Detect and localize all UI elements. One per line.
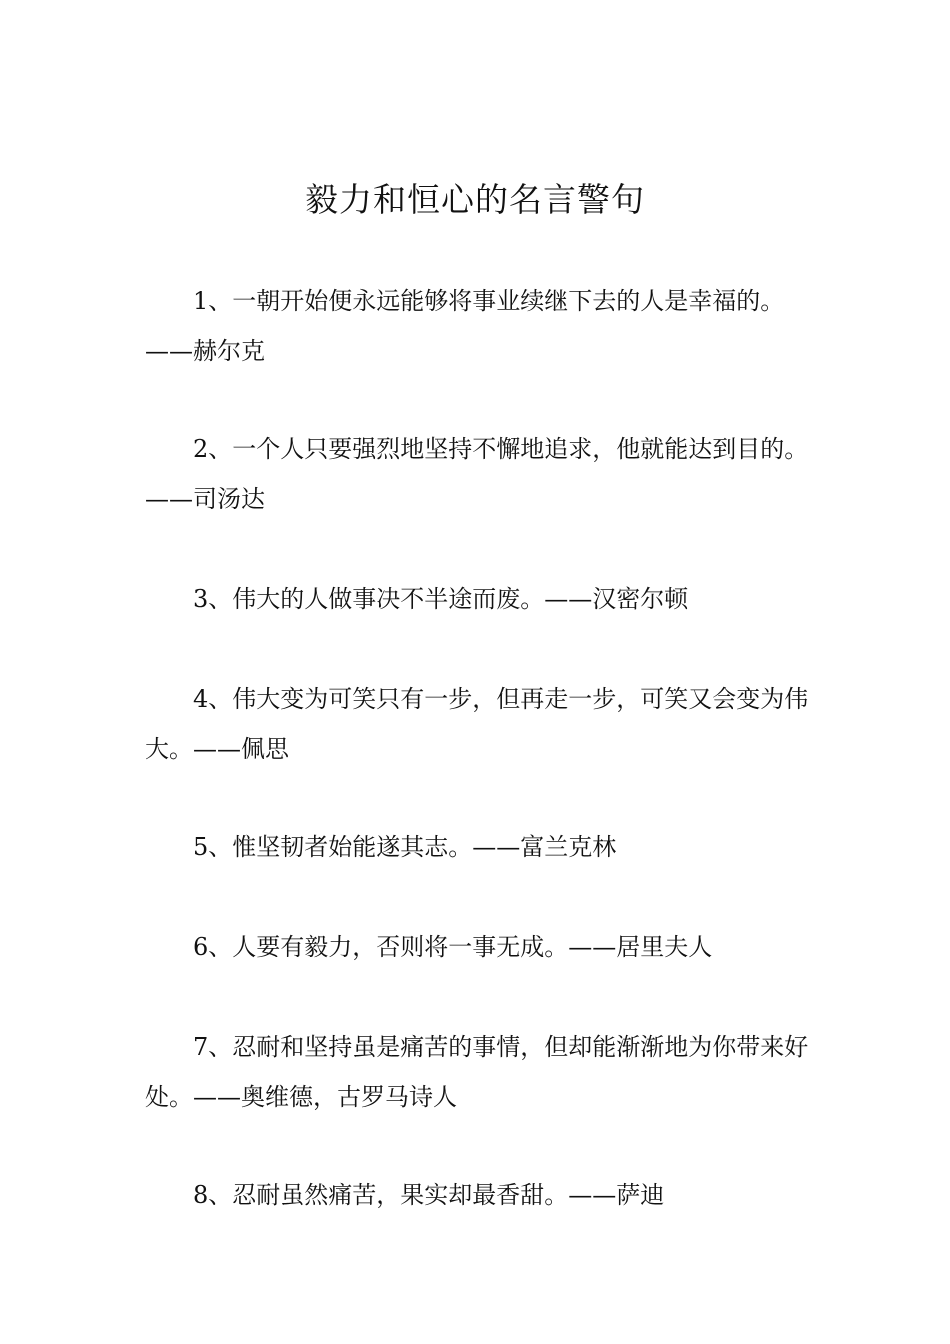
quote-text: 一个人只要强烈地坚持不懈地追求，他就能达到目的。 xyxy=(232,435,809,463)
quote-dash: —— xyxy=(544,585,593,613)
quote-author: 佩思 xyxy=(241,735,289,763)
quote-number: 3 xyxy=(193,585,209,613)
quote-item xyxy=(145,1170,825,1220)
quote-author: 汉密尔顿 xyxy=(592,585,689,613)
quote-number: 8 xyxy=(193,1181,209,1209)
quote-author: 赫尔克 xyxy=(193,337,265,365)
quote-author: 司汤达 xyxy=(193,485,265,513)
quote-author: 萨迪 xyxy=(616,1181,665,1209)
quote-separator: 、 xyxy=(208,1033,233,1061)
quote-item xyxy=(145,276,825,376)
quote-dash: —— xyxy=(193,1083,241,1111)
quote-text: 伟大的人做事决不半途而废。 xyxy=(232,585,545,613)
quote-number: 4 xyxy=(193,685,209,713)
quote-author: 奥维德，古罗马诗人 xyxy=(241,1083,457,1111)
quote-separator: 、 xyxy=(208,585,233,613)
quote-item xyxy=(145,574,825,624)
quote-dash: —— xyxy=(145,337,193,365)
quote-author: 富兰克林 xyxy=(520,833,617,861)
quote-item xyxy=(145,424,825,524)
quote-text: 忍耐虽然痛苦，果实却最香甜。 xyxy=(232,1181,569,1209)
quote-text: 一朝开始便永远能够将事业续继下去的人是幸福的。 xyxy=(232,287,785,315)
quote-dash: —— xyxy=(472,833,521,861)
quote-separator: 、 xyxy=(208,435,233,463)
quote-author: 居里夫人 xyxy=(616,933,713,961)
quote-separator: 、 xyxy=(208,685,233,713)
quote-separator: 、 xyxy=(208,833,233,861)
quote-number: 6 xyxy=(193,933,209,961)
quote-dash: —— xyxy=(568,933,617,961)
quote-number: 2 xyxy=(193,435,209,463)
quote-number: 1 xyxy=(193,287,209,315)
quote-text: 伟大变为可笑只有一步，但再走一步，可笑又会变为伟大。 xyxy=(145,685,809,763)
quote-dash: —— xyxy=(568,1181,617,1209)
quote-number: 5 xyxy=(193,833,209,861)
quote-separator: 、 xyxy=(208,1181,233,1209)
quote-text: 人要有毅力，否则将一事无成。 xyxy=(232,933,569,961)
quote-separator: 、 xyxy=(208,287,233,315)
quote-dash: —— xyxy=(193,735,241,763)
quote-item xyxy=(145,922,825,972)
quote-item xyxy=(145,674,825,774)
document-title: 毅力和恒心的名言警句 xyxy=(305,180,645,219)
quote-dash: —— xyxy=(145,485,193,513)
quote-separator: 、 xyxy=(208,933,233,961)
quote-text: 惟坚韧者始能遂其志。 xyxy=(232,833,473,861)
quote-number: 7 xyxy=(193,1033,209,1061)
quote-item xyxy=(145,1022,825,1122)
quote-text: 忍耐和坚持虽是痛苦的事情，但却能渐渐地为你带来好处。 xyxy=(145,1033,809,1111)
quote-item xyxy=(145,822,825,872)
